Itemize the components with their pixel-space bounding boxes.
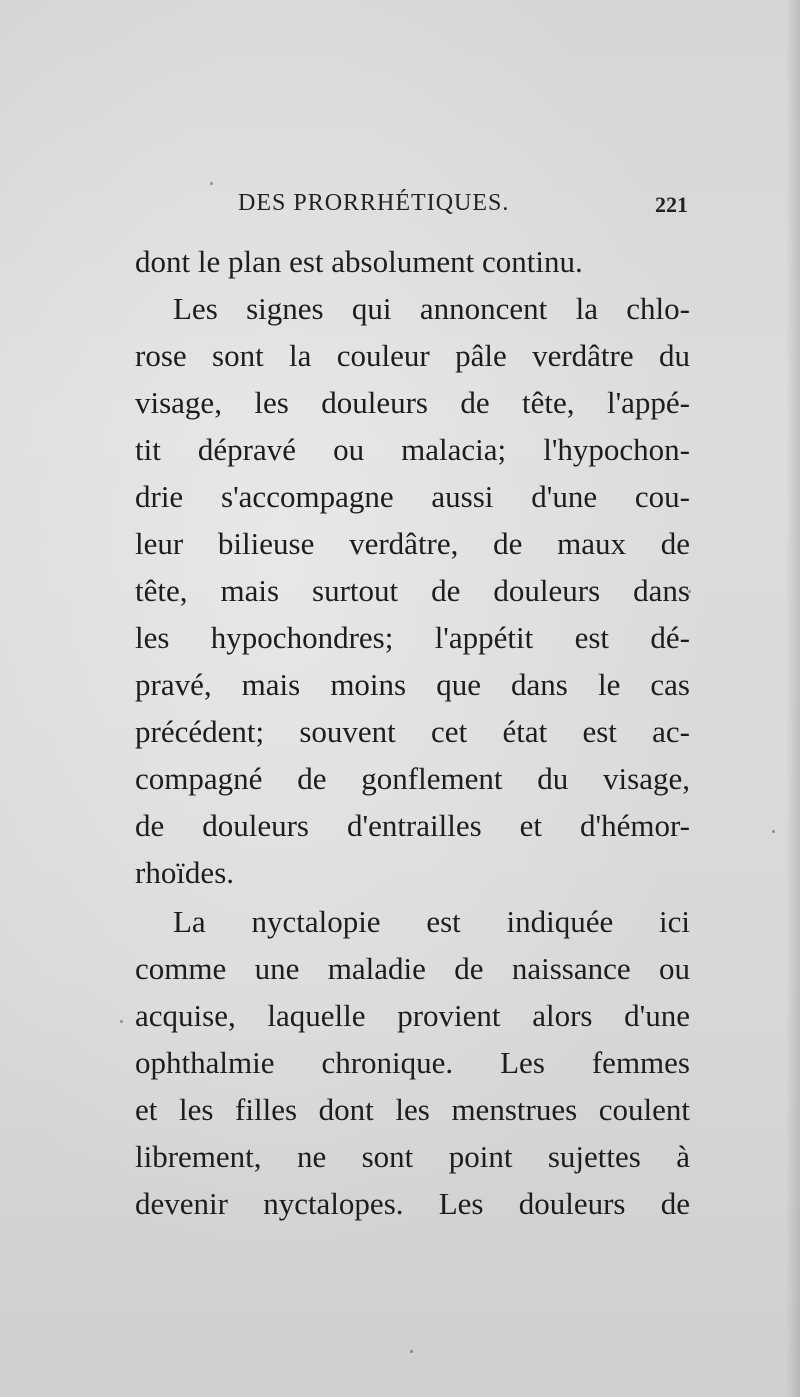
- text-line: tit dépravé ou malacia; l'hypochon-: [135, 432, 690, 467]
- paper-speck: [120, 1020, 123, 1023]
- page-number: 221: [655, 192, 688, 217]
- paper-speck: [410, 1350, 413, 1353]
- text-line: rose sont la couleur pâle verdâtre du: [135, 338, 690, 373]
- text-line: comme une maladie de naissance ou: [135, 951, 690, 986]
- text-line: acquise, laquelle provient alors d'une: [135, 998, 690, 1033]
- paper-speck: [772, 830, 775, 833]
- text-line: drie s'accompagne aussi d'une cou-: [135, 479, 690, 514]
- text-line: tête, mais surtout de douleurs dans: [135, 573, 690, 608]
- paper-speck: [688, 590, 691, 593]
- text-line: rhoïdes.: [135, 855, 235, 890]
- text-line: librement, ne sont point sujettes à: [135, 1139, 690, 1174]
- text-line: dont le plan est absolument continu.: [135, 244, 583, 279]
- text-line: leur bilieuse verdâtre, de maux de: [135, 526, 690, 561]
- paper-speck: [210, 182, 213, 185]
- text-line: visage, les douleurs de tête, l'appé-: [135, 385, 690, 420]
- text-line: La nyctalopie est indiquée ici: [173, 904, 690, 939]
- running-head: DES PRORRHÉTIQUES.: [238, 190, 510, 216]
- text-line: de douleurs d'entrailles et d'hémor-: [135, 808, 690, 843]
- body-text: [135, 238, 690, 1227]
- text-line: précédent; souvent cet état est ac-: [135, 714, 690, 749]
- text-line: les hypochondres; l'appétit est dé-: [135, 620, 690, 655]
- text-line: Les signes qui annoncent la chlo-: [173, 291, 690, 326]
- text-line: devenir nyctalopes. Les douleurs de: [135, 1186, 690, 1221]
- page-header: [238, 190, 688, 230]
- page-edge-shadow: [786, 0, 800, 1397]
- text-line: compagné de gonflement du visage,: [135, 761, 690, 796]
- text-line: ophthalmie chronique. Les femmes: [135, 1045, 690, 1080]
- text-line: pravé, mais moins que dans le cas: [135, 667, 690, 702]
- text-line: et les filles dont les menstrues coulent: [135, 1092, 690, 1127]
